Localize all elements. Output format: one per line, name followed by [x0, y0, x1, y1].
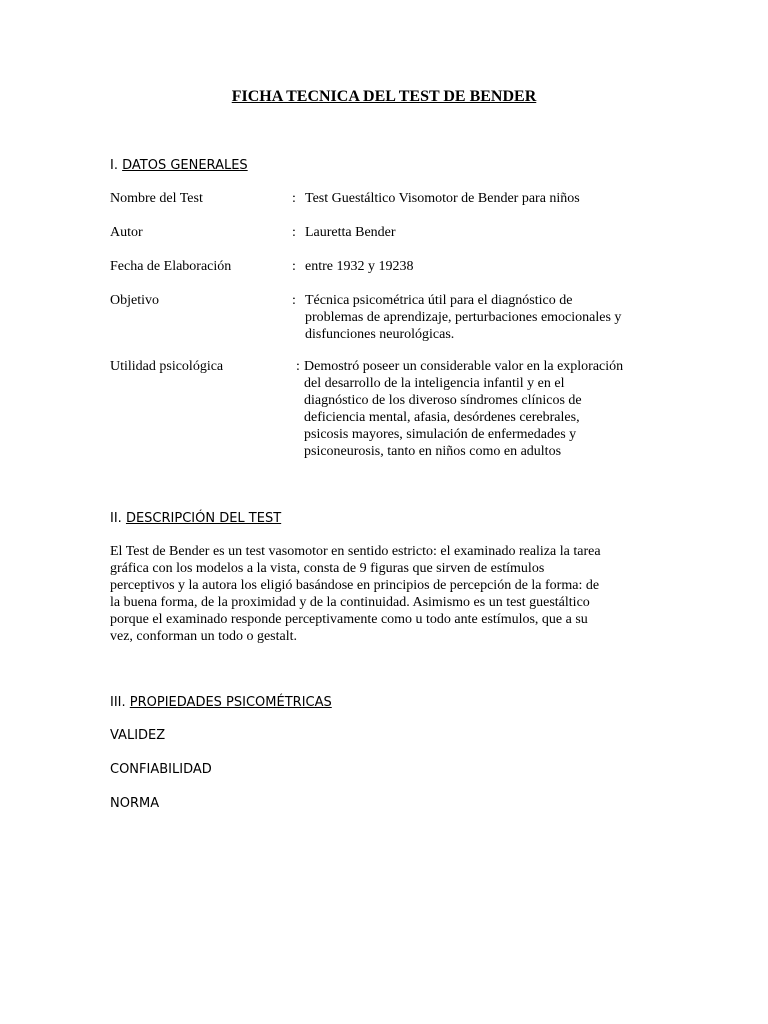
paragraph-line: porque el examinado responde perceptivamente como u todo ante estímulos, que a su [110, 612, 588, 627]
row-label-autor: Autor [110, 225, 143, 240]
section-3-heading [110, 694, 332, 711]
row-value-utilidad-line: Demostró poseer un considerable valor en la exploración [304, 359, 624, 374]
document-title: FICHA TECNICA DEL TEST DE BENDER [231, 88, 537, 105]
row-value-fecha: entre 1932 y 19238 [305, 259, 414, 274]
row-value-utilidad-line: deficiencia mental, afasia, desórdenes cerebrales, [304, 410, 580, 425]
section-2-number: II. [110, 511, 122, 526]
section-3-number: III. [110, 695, 126, 710]
row-value-utilidad-line: psiconeurosis, tanto en niños como en adultos [304, 444, 562, 459]
row-label-objetivo: Objetivo [110, 293, 159, 308]
row-colon-nombre: : [292, 191, 296, 206]
section-2-heading [110, 510, 281, 527]
row-colon-utilidad: : [296, 359, 300, 374]
description-paragraph [110, 543, 670, 645]
paragraph-line: gráfica con los modelos a la vista, consta de 9 figuras que sirven de estímulos [110, 561, 545, 576]
paragraph-line: vez, conforman un todo o gestalt. [110, 629, 298, 644]
row-label-utilidad: Utilidad psicológica [110, 359, 224, 374]
row-value-nombre: Test Guestáltico Visomotor de Bender para niños [305, 191, 580, 206]
row-value-utilidad-line: psicosis mayores, simulación de enfermedades y [304, 427, 577, 442]
section-1-heading [110, 157, 248, 174]
row-value-utilidad-line: del desarrollo de la inteligencia infantil y en el [304, 376, 565, 391]
row-colon-objetivo: : [292, 293, 296, 308]
row-label-nombre: Nombre del Test [110, 191, 203, 206]
property-validez: VALIDEZ [110, 728, 166, 743]
paragraph-line: El Test de Bender es un test vasomotor en sentido estricto: el examinado realiza la tarea [110, 544, 601, 559]
row-label-fecha: Fecha de Elaboración [110, 259, 232, 274]
row-value-objetivo-line: problemas de aprendizaje, perturbaciones emocionales y [305, 310, 622, 325]
section-3-title: PROPIEDADES PSICOMÉTRICAS [129, 695, 332, 710]
paragraph-line: perceptivos y la autora los eligió basándose en principios de percepción de la forma: de [110, 578, 600, 593]
row-colon-fecha: : [292, 259, 296, 274]
row-colon-autor: : [292, 225, 296, 240]
row-value-objetivo-line: disfunciones neurológicas. [305, 327, 455, 342]
section-1-title: DATOS GENERALES [122, 158, 248, 173]
section-2-title: DESCRIPCIÓN DEL TEST [125, 511, 282, 526]
row-value-autor: Lauretta Bender [305, 225, 396, 240]
row-value-utilidad-line: diagnóstico de los diveroso síndromes clínicos de [304, 393, 582, 408]
paragraph-line: la buena forma, de la proximidad y de la continuidad. Asimismo es un test guestáltico [110, 595, 590, 610]
property-norma: NORMA [110, 796, 160, 811]
property-confiabilidad: CONFIABILIDAD [110, 762, 212, 777]
section-1-number: I. [110, 158, 118, 173]
row-value-objetivo-line: Técnica psicométrica útil para el diagnóstico de [305, 293, 573, 308]
